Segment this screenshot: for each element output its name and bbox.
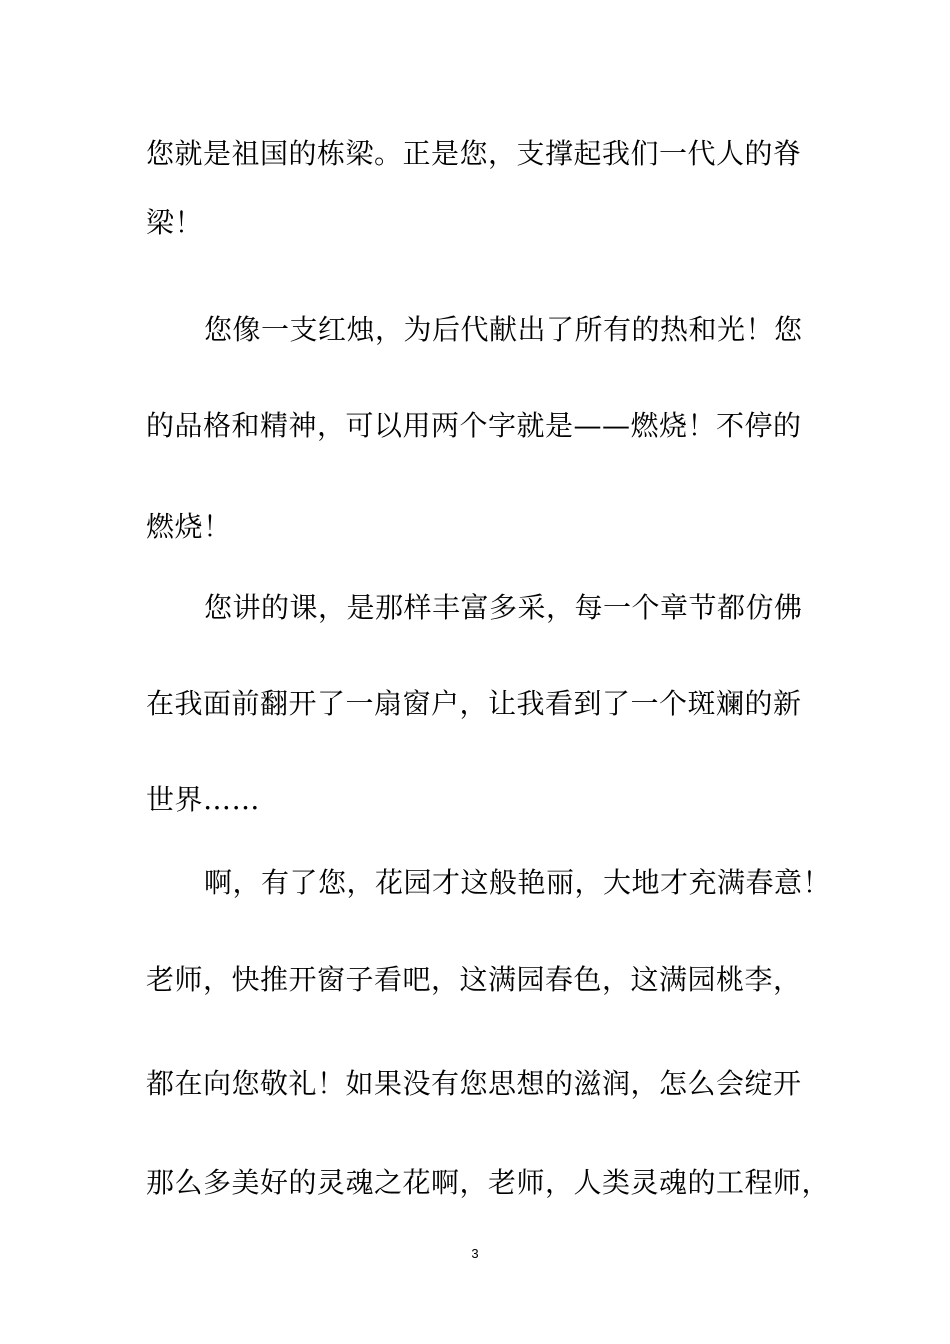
text-line: 都在向您敬礼！如果没有您思想的滋润，怎么会绽开 xyxy=(146,1067,802,1100)
text-line: 您像一支红烛，为后代献出了所有的热和光！您 xyxy=(204,313,803,346)
text-line: 那么多美好的灵魂之花啊，老师，人类灵魂的工程师， xyxy=(146,1166,831,1199)
text-line: 啊，有了您，花园才这般艳丽，大地才充满春意！ xyxy=(204,866,832,899)
text-line: 燃烧！ xyxy=(146,510,232,543)
text-line: 世界…… xyxy=(146,783,261,816)
text-line: 您讲的课，是那样丰富多采，每一个章节都仿佛 xyxy=(204,591,803,624)
text-line: 老师，快推开窗子看吧，这满园春色，这满园桃李， xyxy=(146,963,802,996)
text-line: 梁！ xyxy=(146,206,204,239)
page-number: 3 xyxy=(471,1246,479,1261)
text-line: 您就是祖国的栋梁。正是您，支撑起我们一代人的脊 xyxy=(146,137,802,170)
text-line: 的品格和精神，可以用两个字就是——燃烧！不停的 xyxy=(146,409,802,442)
text-line: 在我面前翻开了一扇窗户，让我看到了一个斑斓的新 xyxy=(146,687,802,720)
